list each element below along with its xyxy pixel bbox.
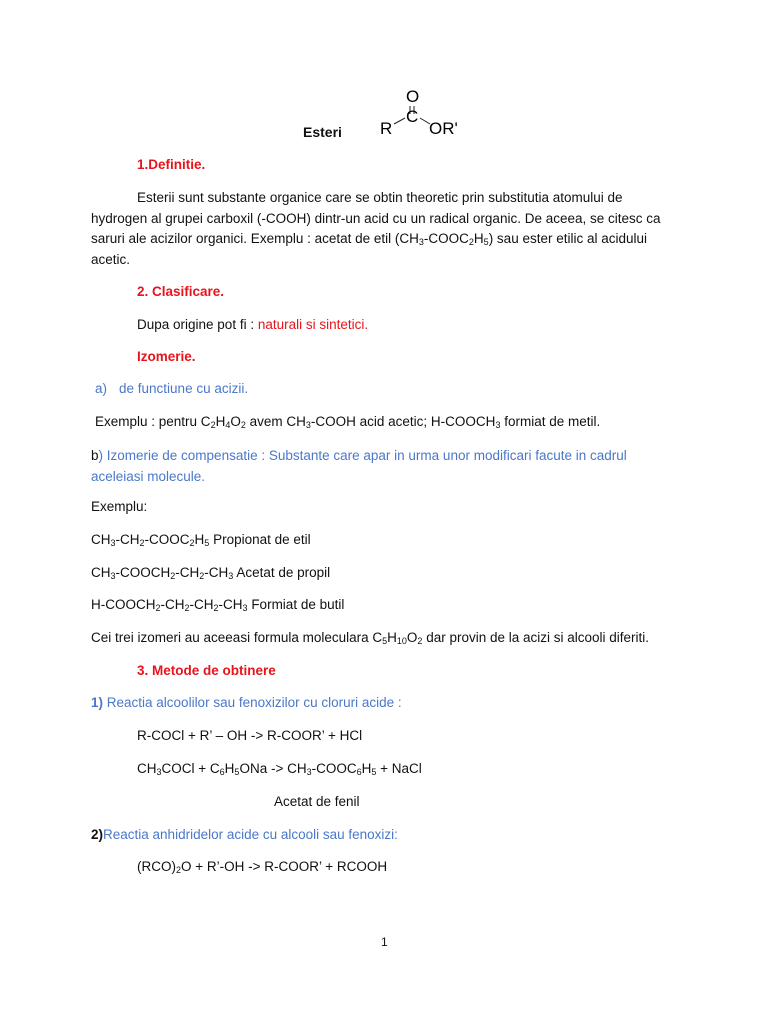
page-number: 1 bbox=[381, 935, 388, 949]
origin-line: Dupa origine pot fi : naturali si sintetici. bbox=[137, 317, 369, 332]
formula-acetat-propil: $CH_3-COOCH_2-CH_2-CH_3$ Acetat de propil bbox=[91, 565, 331, 581]
structure-bond-r bbox=[394, 118, 405, 124]
formula-propionat: $CH_3-CH_2-COOC_2H_5$ Propionat de etil bbox=[91, 532, 311, 548]
equation-2: $CH_3COCl + C_6H_5ONa$ -> $CH_3-COOC_6H_5$ + NaCl bbox=[137, 761, 422, 777]
isomers-summary: Cei trei izomeri au aceeasi formula moleculara $C_5H_{10}O_2$ dar provin de la acizi si alcooli diferiti. bbox=[91, 630, 650, 646]
section-3-heading: 3. Metode de obtinere bbox=[137, 663, 276, 678]
structure-r: R bbox=[380, 119, 393, 138]
section-2-heading: 2. Clasificare. bbox=[137, 284, 225, 299]
method-1-line: 1) Reactia alcoolilor sau fenoxizilor cu cloruri acide : bbox=[91, 695, 402, 710]
equation-1: R-COCl + R’ – OH -> R-COOR’ + HCl bbox=[137, 728, 363, 743]
structure-or: OR' bbox=[429, 119, 458, 138]
equation-3: $(RCO)_2O$ + R’-OH -> R-COOR’ + RCOOH bbox=[137, 859, 388, 875]
isomer-a-example: Exemplu : pentru $C_2H_4O_2$ avem $CH_3$-COOH acid acetic; $H-COOCH_3$ formiat de metil. bbox=[95, 414, 601, 430]
acetat-fenil-label: Acetat de fenil bbox=[274, 794, 360, 809]
isomer-b-paragraph: b) Izomerie de compensatie : Substante care apar in urma unor modificari facute in cadrul aceleiasi molecule. bbox=[91, 448, 627, 484]
structure-carbon: C bbox=[406, 107, 419, 126]
method-2-line: 2)Reactia anhidridelor acide cu alcooli sau fenoxizi: bbox=[91, 827, 398, 842]
page-title: Esteri bbox=[303, 124, 342, 140]
izomerie-heading: Izomerie. bbox=[137, 349, 196, 364]
definition-paragraph: Esterii sunt substante organice care se obtin theoretic prin substitutia atomului de hydrogen al grupei carboxil (-COOH) dintr-un acid cu un radical organic. De aceea, se citesc ca saruri ale acizilor organici. Exemplu : acetat de etil $(CH_3-COOC_2H_5)$ sau ester etilic al acidului acetic. bbox=[91, 190, 661, 267]
exemplu-label: Exemplu: bbox=[91, 499, 148, 514]
ester-structure-diagram bbox=[372, 82, 492, 142]
structure-oxygen-top: O bbox=[406, 87, 420, 106]
isomer-a-line: a) de functiune cu acizii. bbox=[95, 381, 249, 396]
section-1-heading: 1.Definitie. bbox=[137, 157, 206, 172]
formula-formiat-butil: $H-COOCH_2-CH_2-CH_2-CH_3$ Formiat de butil bbox=[91, 597, 345, 613]
